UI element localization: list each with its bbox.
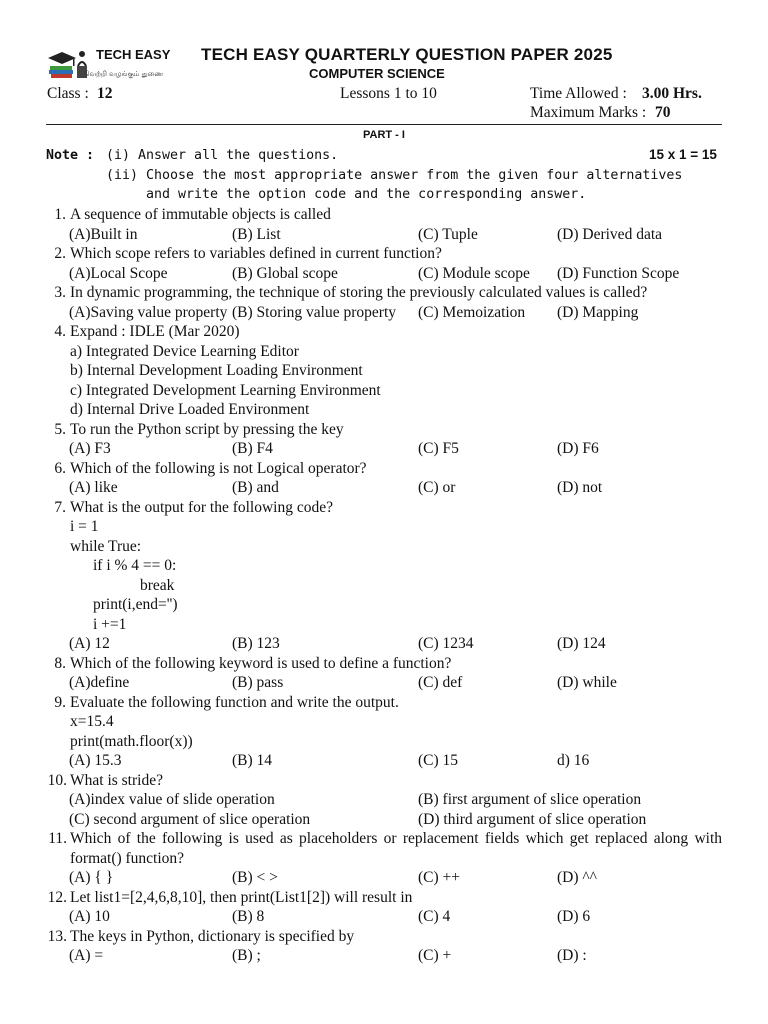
option: (C) 15 [418, 752, 459, 769]
answer-choice: b) Internal Development Loading Environment [70, 362, 363, 379]
paper-title: TECH EASY QUARTERLY QUESTION PAPER 2025 [201, 45, 613, 64]
question-number: 5. [54, 420, 66, 438]
option: (D) : [557, 947, 587, 964]
header-divider [46, 124, 722, 125]
option: (C) + [418, 947, 452, 964]
answer-choice: a) Integrated Device Learning Editor [70, 342, 299, 360]
option: (C) Tuple [418, 225, 478, 243]
option: (D) Mapping [557, 303, 639, 321]
code-line: break [140, 576, 175, 594]
option: (D) while [557, 674, 617, 691]
option: (A) = [69, 947, 104, 964]
code-line: while True: [70, 537, 142, 555]
option: (D) 6 [557, 908, 591, 925]
code-line: i +=1 [93, 615, 127, 633]
option: (B) first argument of slice operation [418, 791, 642, 808]
lessons-range: Lessons 1 to 10 [340, 85, 437, 102]
option: (B) pass [232, 674, 284, 691]
option: (B) ; [232, 947, 261, 964]
code-line: print(i,end='') [93, 596, 178, 613]
class-value: 12 [97, 85, 113, 102]
note-label: Note : [46, 148, 95, 163]
option: (A) { } [69, 869, 114, 886]
question-text: To run the Python script by pressing the key [70, 420, 344, 438]
question-number: 13. [47, 927, 67, 945]
question-number: 3. [54, 284, 66, 301]
question-text: Expand : IDLE (Mar 2020) [70, 323, 240, 340]
option: (D) 124 [557, 635, 606, 652]
option: (D) F6 [557, 440, 599, 457]
part-heading: PART - I [363, 129, 405, 141]
option: (B) 8 [232, 908, 265, 925]
option: (B) List [232, 225, 281, 243]
option: (B) Storing value property [232, 303, 397, 321]
note-line-1: (i) Answer all the questions. [106, 148, 339, 163]
note-score: 15 x 1 = 15 [649, 147, 717, 162]
question-text: What is stride? [70, 771, 163, 789]
question-number: 2. [54, 245, 66, 262]
question-number: 4. [54, 323, 66, 340]
option: (B) F4 [232, 440, 273, 457]
option: (B) < > [232, 869, 278, 886]
option: (B) and [232, 479, 279, 496]
option: (C) second argument of slice operation [69, 810, 311, 828]
question-text: Evaluate the following function and write the output. [70, 693, 399, 711]
question-text: Which of the following is used as placeholders or replacement fields which get replaced along with [70, 830, 722, 847]
question-number: 12. [47, 888, 67, 906]
question-text: A sequence of immutable objects is called [70, 206, 331, 223]
option: (A) 12 [69, 635, 110, 652]
question-number: 11. [48, 830, 67, 847]
option: (A)define [69, 674, 130, 691]
option: (A)index value of slide operation [69, 791, 275, 808]
brand-tagline: வெற்றி வழங்கும் துணை [84, 70, 164, 78]
code-line: print(math.floor(x)) [70, 732, 193, 750]
time-label: Time Allowed : [530, 85, 627, 102]
option: (D) Function Scope [557, 264, 680, 282]
subject-title: COMPUTER SCIENCE [309, 66, 445, 81]
marks-label: Maximum Marks : [530, 104, 647, 121]
option: (B) Global scope [232, 264, 338, 282]
option: (A) like [69, 479, 118, 496]
marks-value: 70 [655, 104, 671, 121]
option: (D) third argument of slice operation [418, 810, 647, 828]
option: (A) 10 [69, 908, 110, 925]
option: (C) Memoization [418, 303, 526, 321]
question-text: Which of the following keyword is used to define a function? [70, 654, 452, 672]
option: (A)Saving value property [69, 303, 228, 321]
option: (C) 1234 [418, 635, 474, 652]
option: (D) Derived data [557, 225, 663, 243]
option: (A) 15.3 [69, 752, 122, 769]
option: (A) F3 [69, 440, 111, 457]
option: (A)Built in [69, 225, 138, 243]
code-line: if i % 4 == 0: [93, 557, 177, 574]
option: (D) not [557, 479, 603, 496]
code-line: i = 1 [70, 518, 99, 535]
question-text: Let list1=[2,4,6,8,10], then print(List1[2]) will result in [70, 888, 413, 906]
option: (D) ^^ [557, 869, 597, 886]
option: (C) F5 [418, 440, 459, 457]
question-number: 9. [54, 693, 66, 711]
answer-choice: d) Internal Drive Loaded Environment [70, 401, 310, 418]
option: (C) 4 [418, 908, 451, 925]
question-text: Which of the following is not Logical operator? [70, 459, 367, 477]
question-text: Which scope refers to variables defined in current function? [70, 245, 442, 262]
question-number: 8. [54, 654, 66, 672]
brand-name: TECH EASY [96, 47, 171, 62]
class-label: Class : [47, 85, 89, 102]
code-line: x=15.4 [70, 713, 114, 730]
note-line-3: and write the option code and the corresponding answer. [146, 187, 587, 202]
question-number: 7. [54, 498, 66, 516]
question-number: 6. [54, 459, 66, 477]
option: (C) Module scope [418, 264, 530, 282]
option: (B) 14 [232, 752, 273, 769]
option: (B) 123 [232, 635, 280, 652]
question-number: 1. [54, 206, 66, 223]
question-text: In dynamic programming, the technique of storing the previously calculated values is called? [70, 284, 648, 301]
option: (C) def [418, 674, 463, 691]
question-number: 10. [47, 771, 67, 789]
question-text: What is the output for the following code? [70, 498, 334, 516]
time-value: 3.00 Hrs. [642, 85, 702, 102]
question-text-continued: format() function? [70, 849, 185, 867]
question-text: The keys in Python, dictionary is specified by [70, 927, 355, 945]
option: (A)Local Scope [69, 264, 168, 282]
option: (C) or [418, 479, 456, 496]
option: d) 16 [557, 752, 590, 769]
note-line-2: (ii) Choose the most appropriate answer from the given four alternatives [106, 168, 683, 183]
answer-choice: c) Integrated Development Learning Environment [70, 381, 381, 399]
option: (C) ++ [418, 869, 461, 886]
